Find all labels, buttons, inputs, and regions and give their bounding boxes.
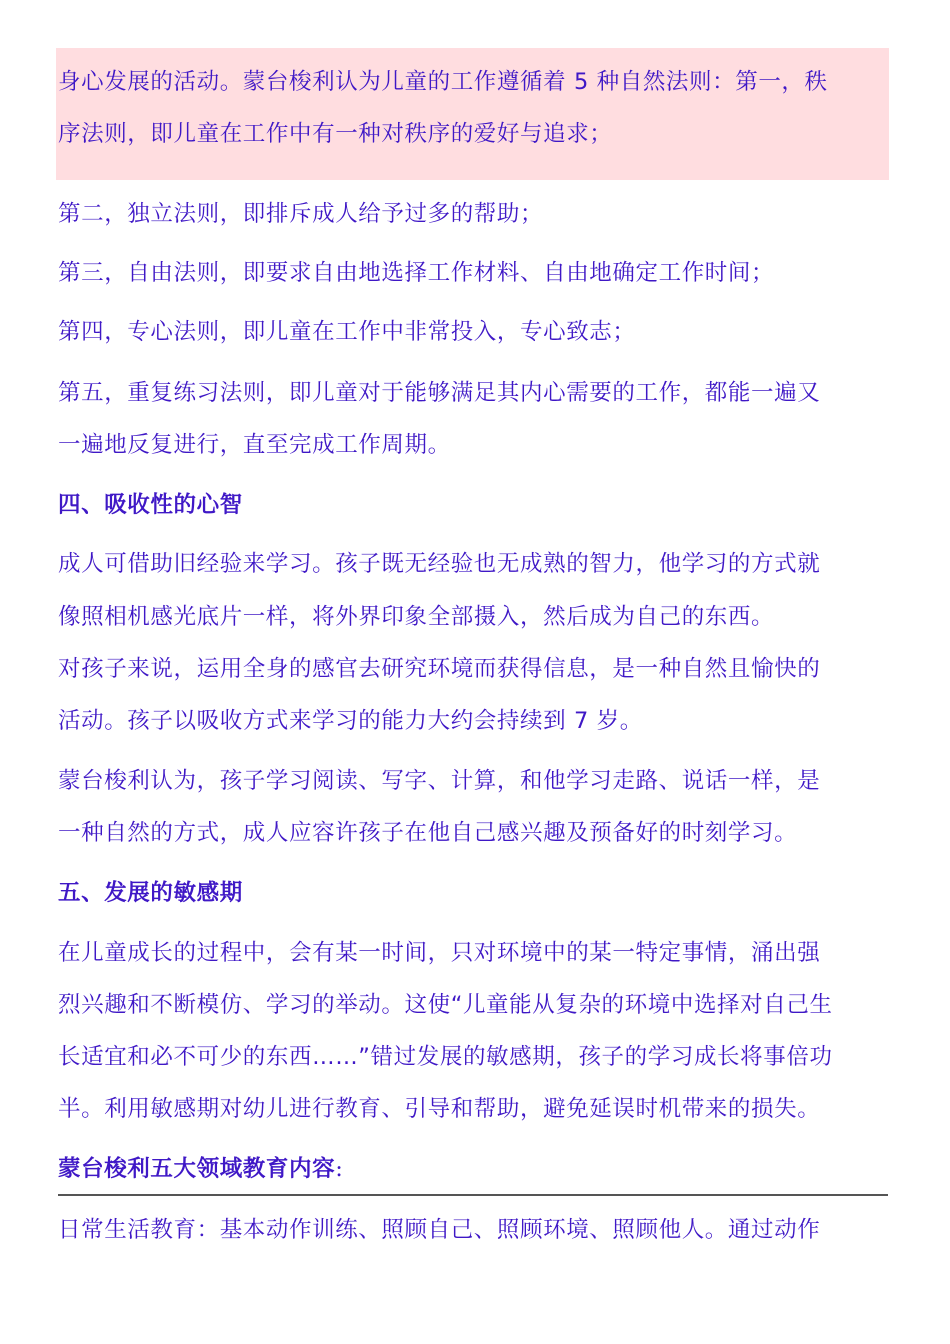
paragraph-line: 对孩子来说，运用全身的感官去研究环境而获得信息，是一种自然且愉快的 — [58, 656, 821, 682]
paragraph-line: 序法则，即儿童在工作中有一种对秩序的爱好与追求； — [58, 121, 613, 147]
paragraph-line: 第五，重复练习法则，即儿童对于能够满足其内心需要的工作，都能一遍又 — [58, 380, 821, 406]
section-heading: 五、发展的敏感期 — [58, 880, 243, 906]
section-heading — [58, 1154, 888, 1184]
heading-colon: : — [335, 1156, 344, 1182]
paragraph: 第二，独立法则，即排斥成人给予过多的帮助； — [58, 201, 544, 227]
paragraph-line: 半。利用敏感期对幼儿进行教育、引导和帮助，避免延误时机带来的损失。 — [58, 1096, 821, 1122]
paragraph-line: 像照相机感光底片一样，将外界印象全部摄入，然后成为自己的东西。 — [58, 604, 775, 630]
paragraph-line: 一种自然的方式，成人应容许孩子在他自己感兴趣及预备好的时刻学习。 — [58, 820, 798, 846]
paragraph-line: 活动。孩子以吸收方式来学习的能力大约会持续到 7 岁。 — [58, 708, 643, 734]
paragraph-line: 一遍地反复进行，直至完成工作周期。 — [58, 432, 451, 458]
paragraph-line: 烈兴趣和不断模仿、学习的举动。这使“儿童能从复杂的环境中选择对自己生 — [58, 992, 833, 1018]
paragraph-line: 蒙台梭利认为，孩子学习阅读、写字、计算，和他学习走路、说话一样，是 — [58, 768, 821, 794]
paragraph: 第四，专心法则，即儿童在工作中非常投入，专心致志； — [58, 319, 636, 345]
paragraph-line: 在儿童成长的过程中，会有某一时间，只对环境中的某一特定事情，涌出强 — [58, 940, 821, 966]
paragraph: 第三，自由法则，即要求自由地选择工作材料、自由地确定工作时间； — [58, 260, 775, 286]
paragraph-line: 成人可借助旧经验来学习。孩子既无经验也无成熟的智力，他学习的方式就 — [58, 551, 821, 577]
divider — [58, 1194, 888, 1196]
section-heading: 四、吸收性的心智 — [58, 492, 243, 518]
heading-text: 蒙台梭利五大领域教育内容 — [58, 1156, 336, 1182]
paragraph: 日常生活教育：基本动作训练、照顾自己、照顾环境、照顾他人。通过动作 — [58, 1217, 821, 1243]
paragraph-line: 身心发展的活动。蒙台梭利认为儿童的工作遵循着 5 种自然法则：第一，秩 — [58, 69, 828, 95]
paragraph-line: 长适宜和必不可少的东西……”错过发展的敏感期，孩子的学习成长将事倍功 — [58, 1044, 833, 1070]
